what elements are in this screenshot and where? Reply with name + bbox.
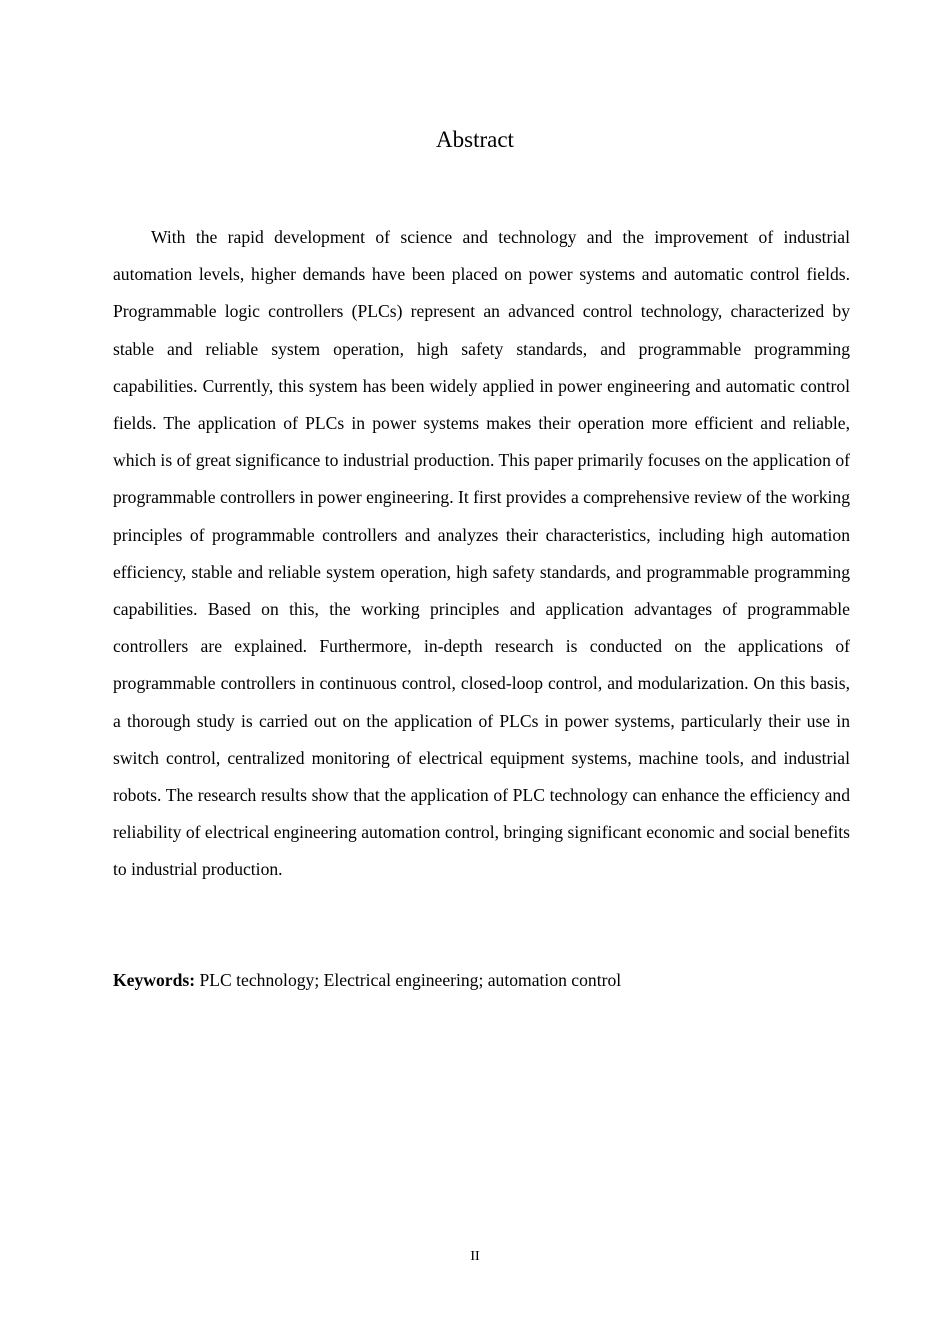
page-number: II	[470, 1249, 480, 1264]
keywords-label: Keywords:	[113, 970, 196, 990]
page-title: Abstract	[436, 127, 514, 152]
abstract-paragraph: With the rapid development of science and technology and the improvement of industrial automation levels, higher demands have been placed on power systems and automatic control fields. Programmable logic controllers (PLCs) represent an advanced control technology, characterized by stable and reliable system operation, high safety standards, and programmable programming capabilities. Currently, this system has been widely applied in power engineering and automatic control fields. The application of PLCs in power systems makes their operation more efficient and reliable, which is of great significance to industrial production. This paper primarily focuses on the application of programmable controllers in power engineering. It first provides a comprehensive review of the working principles of programmable controllers and analyzes their characteristics, including high automation efficiency, stable and reliable system operation, high safety standards, and programmable programming capabilities. Based on this, the working principles and application advantages of programmable controllers are explained. Furthermore, in-depth research is conducted on the applications of programmable controllers in continuous control, closed-loop control, and modularization. On this basis, a thorough study is carried out on the application of PLCs in power systems, particularly their use in switch control, centralized monitoring of electrical equipment systems, machine tools, and industrial robots. The research results show that the application of PLC technology can enhance the efficiency and reliability of electrical engineering automation control, bringing significant economic and social benefits to industrial production.	[113, 227, 850, 880]
keywords-text: PLC technology; Electrical engineering; automation control	[199, 970, 622, 990]
keywords-line	[113, 962, 850, 999]
